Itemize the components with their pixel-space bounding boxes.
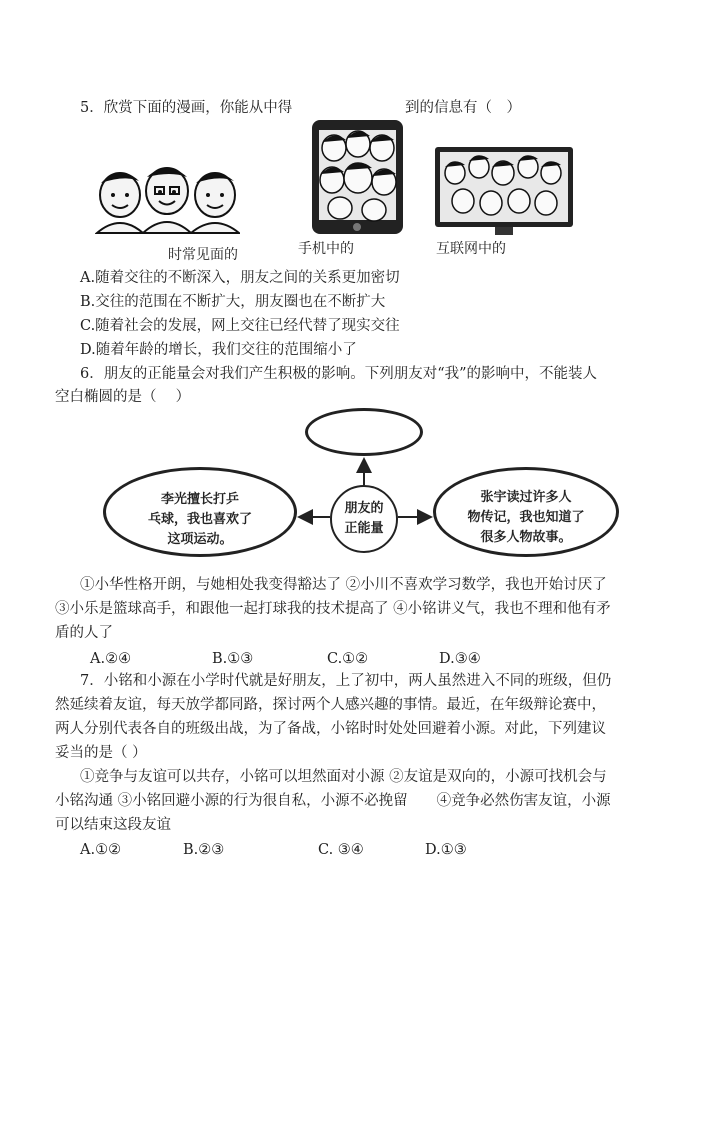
diagram-arrows	[100, 405, 620, 555]
q7-stem-line2: 然延续着友谊，每天放学都同路，探讨两个人感兴趣的事情。最近，在年级辩论赛中，	[55, 697, 606, 713]
q7-stem-line3: 两人分别代表各自的班级出战，为了备战，小铭时时处处回避着小源。对此，下列建议	[55, 721, 606, 737]
q6-stem-line1: 6．朋友的正能量会对我们产生积极的影响。下列朋友对“我”的影响中，不能装人	[80, 366, 598, 382]
q6-option-b: B.①③	[212, 651, 254, 667]
right-ellipse-text: 张宇读过许多人 物传记，我也知道了 很多人物故事。	[467, 490, 585, 545]
left-ellipse-text: 李光擅长打乒 乓球，我也喜欢了 这项运动。	[147, 492, 252, 547]
caption-phone: 手机中的	[298, 241, 354, 257]
q6-option-c: C.①②	[327, 651, 369, 667]
q7-option-a: A.①②	[80, 842, 122, 858]
comic-phone-image	[310, 118, 405, 236]
q7-statement-line3: 可以结束这段友谊	[55, 817, 171, 833]
q6-option-d: D.③④	[439, 651, 481, 667]
caption-meeting: 时常见面的	[168, 247, 238, 263]
q6-statement-line3: 盾的人了	[55, 625, 113, 641]
q5-option-c: C.随着社会的发展，网上交往已经代替了现实交往	[80, 318, 400, 334]
q7-statement-line2: 小铭沟通 ③小铭回避小源的行为很自私，小源不必挽留 ④竞争必然伤害友谊，小源	[55, 793, 611, 809]
positive-energy-diagram	[100, 405, 620, 555]
q6-option-a: A.②④	[90, 651, 132, 667]
q7-option-c: C. ③④	[318, 842, 364, 858]
q5-stem-part2: 到的信息有（ ）	[405, 100, 521, 116]
q7-stem-line4: 妥当的是（ ）	[55, 745, 147, 761]
q7-stem-line1: 7．小铭和小源在小学时代就是好朋友，上了初中，两人虽然进入不同的班级，但仍	[80, 673, 612, 689]
q7-option-d: D.①③	[425, 842, 467, 858]
q5-option-d: D.随着年龄的增长，我们交往的范围缩小了	[80, 342, 357, 358]
comic-internet-monitor-image	[433, 145, 575, 240]
caption-internet: 互联网中的	[436, 241, 506, 257]
q5-option-a: A.随着交往的不断深入，朋友之间的关系更加密切	[80, 270, 400, 286]
q7-option-b: B.②③	[183, 842, 225, 858]
q7-statement-line1: ①竞争与友谊可以共存，小铭可以坦然面对小源 ②友谊是双向的，小源可找机会与	[80, 769, 607, 785]
center-ellipse-text: 朋友的 正能量	[344, 501, 384, 536]
comic-friends-meeting-image	[95, 165, 240, 235]
q6-statement-line2: ③小乐是篮球高手，和跟他一起打球我的技术提高了 ④小铭讲义气，我也不理和他有矛	[55, 601, 611, 617]
q6-stem-line2: 空白椭圆的是（ ）	[55, 389, 191, 405]
q5-option-b: B.交往的范围在不断扩大，朋友圈也在不断扩大	[80, 294, 386, 310]
q5-stem-part1: 5．欣赏下面的漫画，你能从中得	[80, 100, 293, 116]
q6-statement-line1: ①小华性格开朗，与她相处我变得豁达了 ②小川不喜欢学习数学，我也开始讨厌了	[80, 577, 607, 593]
